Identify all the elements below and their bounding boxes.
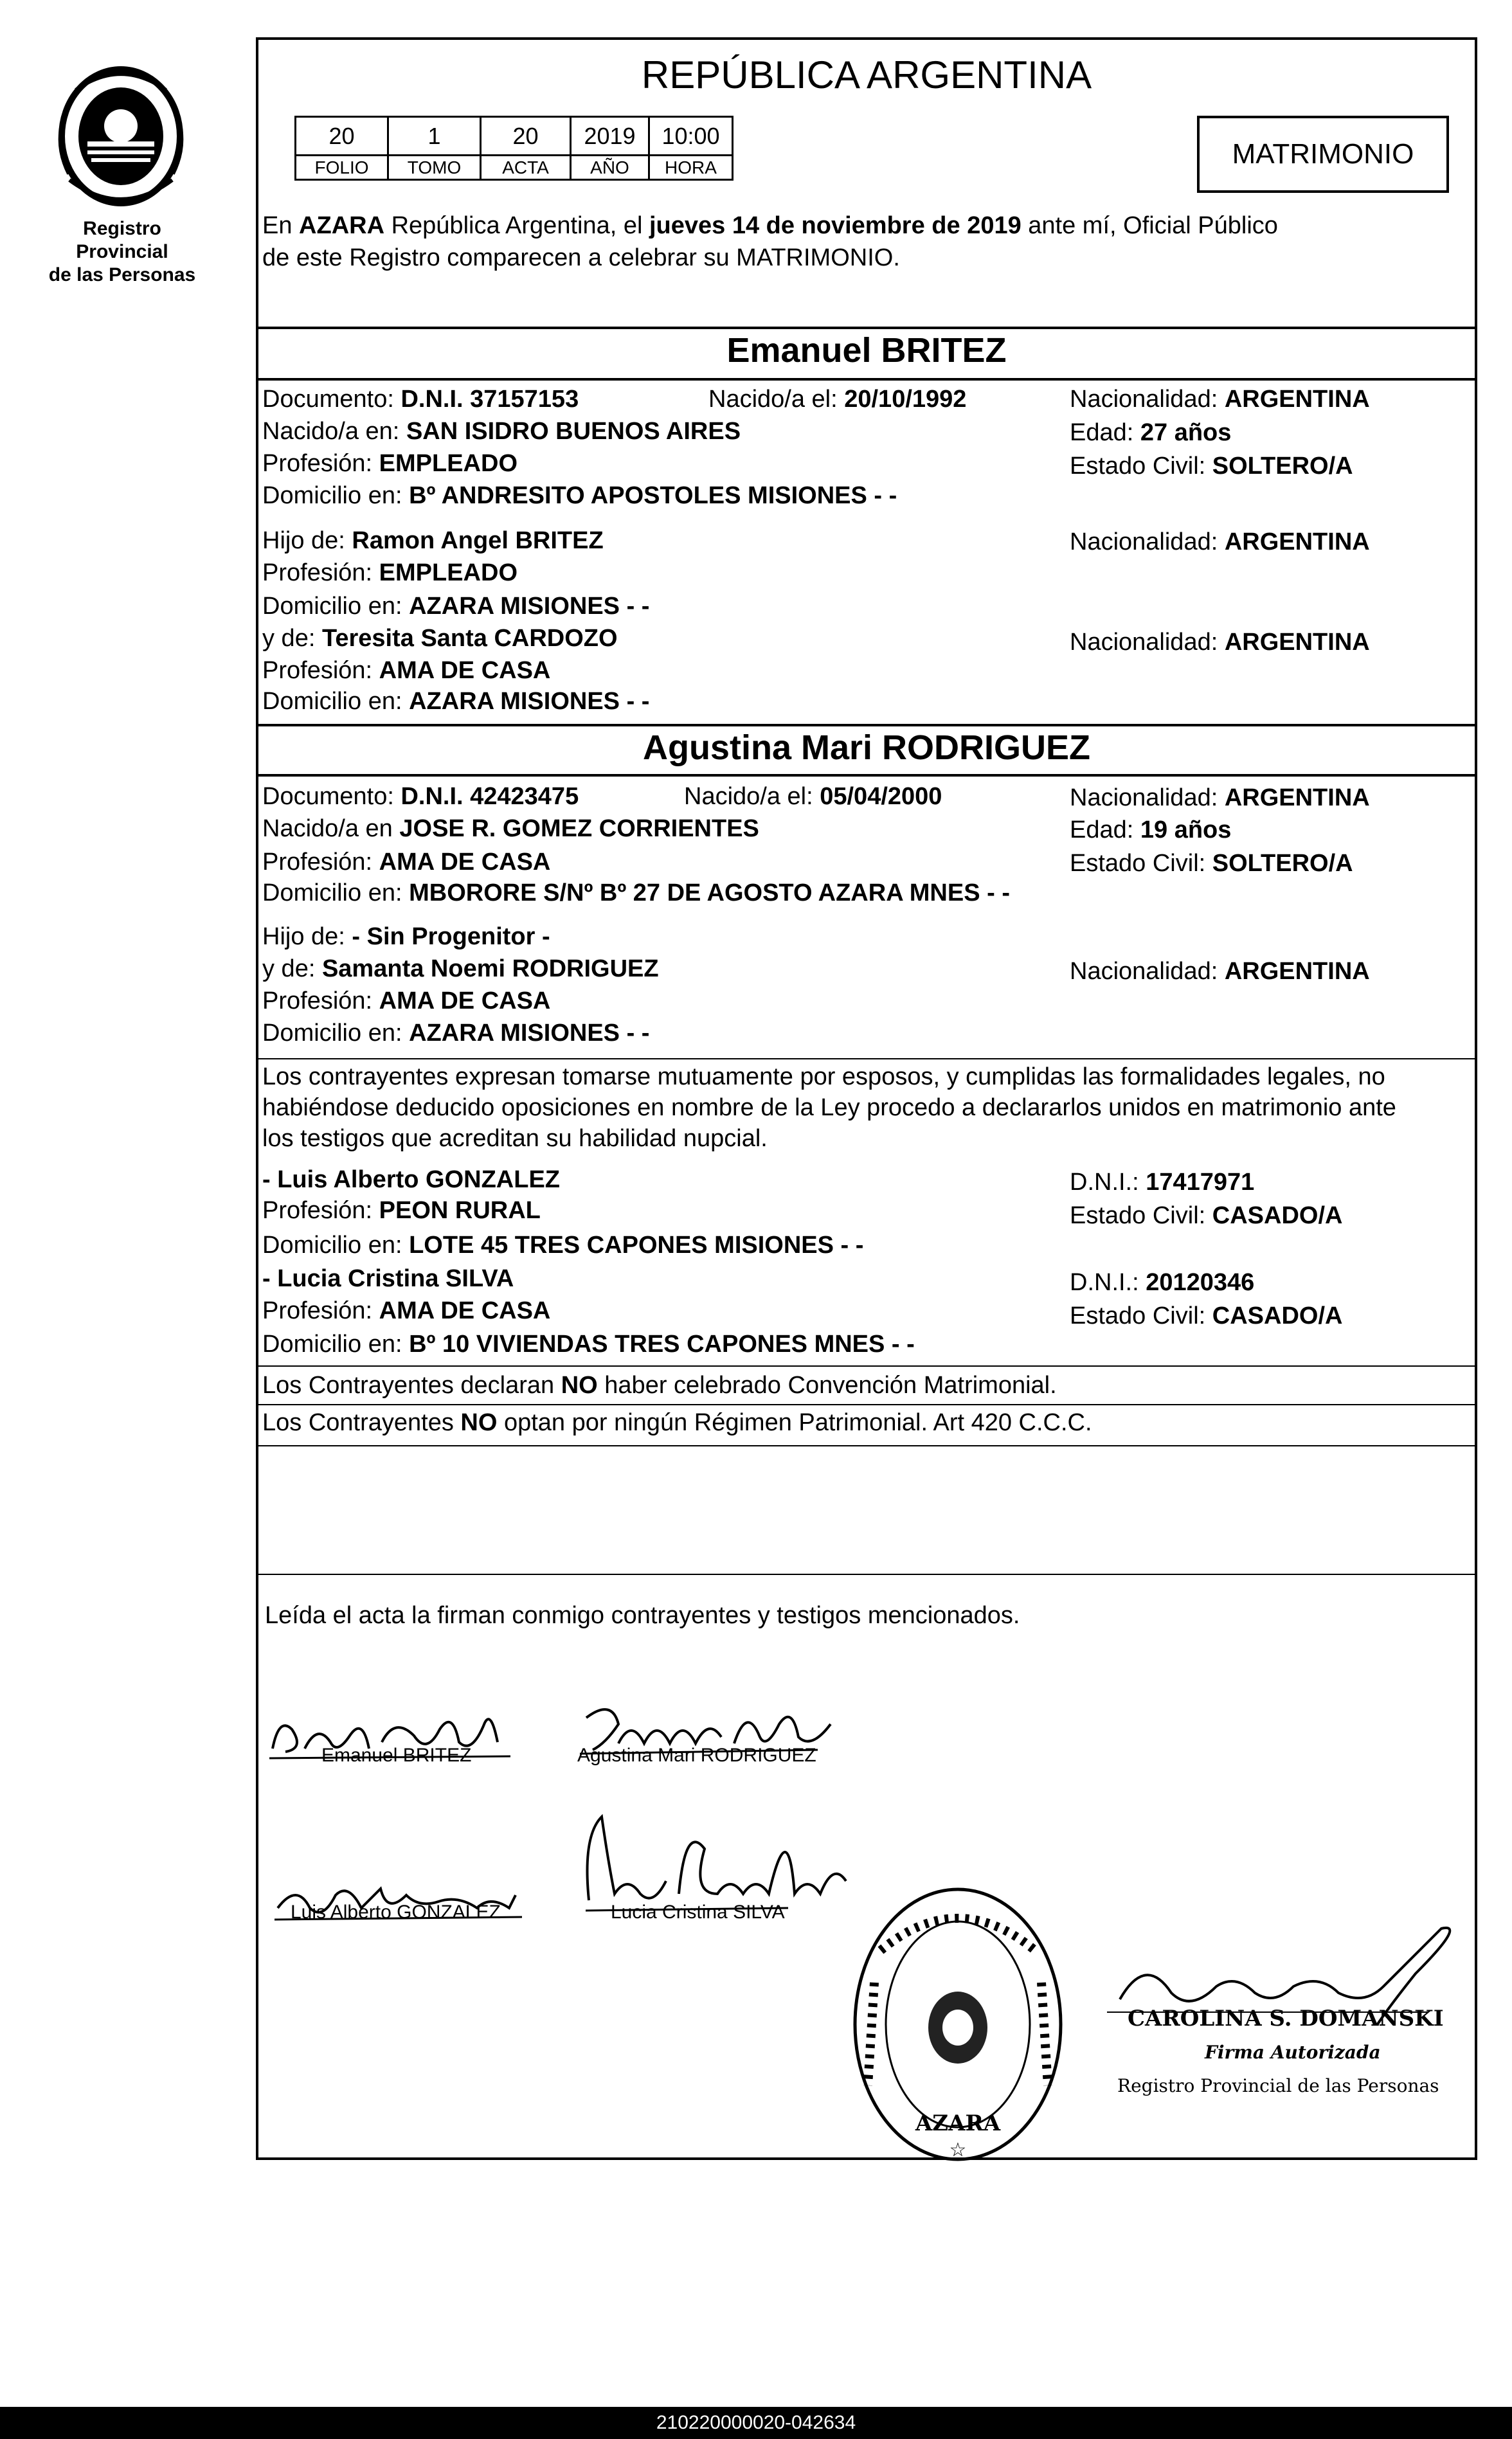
divider bbox=[258, 1365, 1475, 1367]
field-label: Hijo de: bbox=[262, 527, 345, 554]
hora-value: 10:00 bbox=[649, 117, 733, 156]
field-value: D.N.I. 37157153 bbox=[401, 386, 579, 413]
field-value: Bº ANDRESITO APOSTOLES MISIONES - - bbox=[409, 482, 897, 509]
spouse2-mother-nationality bbox=[1070, 955, 1370, 987]
spouse2-address bbox=[262, 877, 1010, 909]
logo-caption bbox=[39, 217, 206, 287]
intro-date: jueves 14 de noviembre de 2019 bbox=[649, 212, 1022, 239]
intro-text-1: En bbox=[262, 212, 300, 239]
spouse1-name-heading: Emanuel BRITEZ bbox=[726, 331, 1007, 370]
field-label: Domicilio en: bbox=[262, 593, 402, 620]
field-value: - Lucia Cristina SILVA bbox=[262, 1265, 514, 1292]
stamp-role: Firma Autorizada bbox=[1205, 2042, 1381, 2063]
field-label: Domicilio en: bbox=[262, 688, 402, 715]
field-value: JOSE R. GOMEZ CORRIENTES bbox=[399, 815, 759, 842]
spouse2-mother bbox=[262, 953, 659, 985]
spouse2-civil-status bbox=[1070, 847, 1353, 879]
spouse2-age bbox=[1070, 814, 1231, 846]
field-value: ARGENTINA bbox=[1224, 958, 1370, 985]
spouse1-father-profession bbox=[262, 557, 518, 589]
signature-label-4: Lucia Cristina SILVA bbox=[611, 1902, 785, 1923]
spouse2-father bbox=[262, 921, 550, 953]
spouse1-father bbox=[262, 525, 604, 557]
field-value: 19 años bbox=[1140, 816, 1232, 843]
spouse1-civil-status bbox=[1070, 450, 1353, 482]
signature-label-3: Luis Alberto GONZALEZ bbox=[291, 1902, 501, 1923]
field-value: ARGENTINA bbox=[1224, 629, 1370, 656]
field-value: D.N.I. 42423475 bbox=[401, 783, 579, 810]
divider bbox=[258, 774, 1475, 777]
field-value: Samanta Noemi RODRIGUEZ bbox=[321, 955, 659, 982]
anio-label: AÑO bbox=[571, 156, 649, 180]
witness2-dni bbox=[1070, 1266, 1254, 1299]
field-label: Nacido/a en bbox=[262, 815, 393, 842]
field-label: Estado Civil: bbox=[1070, 1202, 1206, 1229]
spouse1-address bbox=[262, 480, 897, 512]
spouse2-document bbox=[262, 780, 579, 813]
convention-text: Los Contrayentes declaran bbox=[262, 1372, 561, 1399]
logo-line-1: Registro Provincial bbox=[76, 218, 168, 262]
field-value: SOLTERO/A bbox=[1212, 453, 1353, 480]
hora-label: HORA bbox=[649, 156, 733, 180]
logo-line-2: de las Personas bbox=[48, 264, 196, 285]
field-value: Ramon Angel BRITEZ bbox=[352, 527, 604, 554]
document-title: REPÚBLICA ARGENTINA bbox=[641, 53, 1092, 96]
spouse1-document bbox=[262, 383, 579, 415]
field-label: Edad: bbox=[1070, 419, 1134, 446]
field-value: CASADO/A bbox=[1212, 1302, 1343, 1329]
field-label: Nacido/a el: bbox=[684, 783, 813, 810]
registry-logo bbox=[39, 64, 206, 287]
field-value: AZARA MISIONES - - bbox=[409, 1020, 650, 1047]
intro-line-2: de este Registro comparecen a celebrar su MATRIMONIO. bbox=[262, 244, 900, 271]
spouse2-birth-date bbox=[684, 780, 942, 813]
registry-values-row bbox=[296, 117, 733, 156]
field-value: MBORORE S/Nº Bº 27 DE AGOSTO AZARA MNES - - bbox=[409, 879, 1010, 906]
spouse1-profession bbox=[262, 447, 518, 480]
witness2-address bbox=[262, 1328, 915, 1360]
declaration-line-3: los testigos que acreditan su habilidad nupcial. bbox=[262, 1125, 768, 1152]
registry-round-stamp bbox=[842, 1873, 1074, 2175]
act-type-box: MATRIMONIO bbox=[1197, 116, 1449, 193]
field-label: Profesión: bbox=[262, 450, 373, 477]
stamp-city: AZARA bbox=[915, 2110, 1001, 2136]
divider bbox=[258, 1574, 1475, 1575]
stamp-org: Registro Provincial de las Personas bbox=[1117, 2075, 1439, 2096]
field-value: ARGENTINA bbox=[1224, 386, 1370, 413]
field-label: Nacido/a el: bbox=[708, 386, 838, 413]
registry-numbers-table bbox=[294, 116, 734, 181]
field-label: Profesión: bbox=[262, 1197, 373, 1224]
spouse1-birth-date bbox=[708, 383, 966, 415]
spouse1-mother bbox=[262, 622, 618, 654]
field-label: Profesión: bbox=[262, 1297, 373, 1324]
field-value: SAN ISIDRO BUENOS AIRES bbox=[406, 418, 741, 445]
field-value: AMA DE CASA bbox=[379, 987, 551, 1014]
registry-labels-row bbox=[296, 156, 733, 180]
field-label: Profesión: bbox=[262, 657, 373, 684]
acta-value: 20 bbox=[481, 117, 571, 156]
convention-line-2 bbox=[262, 1407, 1092, 1439]
field-label: Domicilio en: bbox=[262, 482, 402, 509]
declaration-line-2: habiéndose deducido oposiciones en nombre de la Ley procedo a declararlos unidos en matrimonio ante bbox=[262, 1094, 1396, 1121]
witness2-profession bbox=[262, 1295, 550, 1327]
field-value: 20/10/1992 bbox=[844, 386, 967, 413]
acta-label: ACTA bbox=[481, 156, 571, 180]
field-value: EMPLEADO bbox=[379, 450, 518, 477]
tomo-value: 1 bbox=[388, 117, 481, 156]
convention-text: optan por ningún Régimen Patrimonial. Art 420 C.C.C. bbox=[497, 1409, 1092, 1436]
field-value: 17417971 bbox=[1146, 1169, 1255, 1196]
field-value: 20120346 bbox=[1146, 1269, 1255, 1296]
convention-text: haber celebrado Convención Matrimonial. bbox=[597, 1372, 1057, 1399]
field-label: Domicilio en: bbox=[262, 1020, 402, 1047]
field-value: AMA DE CASA bbox=[379, 657, 551, 684]
spouse2-birthplace bbox=[262, 813, 759, 845]
spouse2-nationality bbox=[1070, 782, 1370, 814]
convention-no: NO bbox=[561, 1372, 598, 1399]
field-value: 05/04/2000 bbox=[820, 783, 942, 810]
footer-code: 210220000020-042634 bbox=[0, 2407, 1512, 2439]
field-value: ARGENTINA bbox=[1224, 528, 1370, 555]
field-label: Domicilio en: bbox=[262, 1331, 402, 1358]
folio-value: 20 bbox=[296, 117, 388, 156]
field-value: CASADO/A bbox=[1212, 1202, 1343, 1229]
divider bbox=[258, 1404, 1475, 1405]
field-value: Teresita Santa CARDOZO bbox=[321, 625, 618, 652]
field-label: Documento: bbox=[262, 386, 394, 413]
convention-text: Los Contrayentes bbox=[262, 1409, 461, 1436]
field-label: Estado Civil: bbox=[1070, 453, 1206, 480]
field-value: AMA DE CASA bbox=[379, 1297, 551, 1324]
spouse1-birthplace bbox=[262, 415, 741, 447]
field-value: EMPLEADO bbox=[379, 559, 518, 586]
spouse1-father-nationality bbox=[1070, 526, 1370, 558]
field-value: AZARA MISIONES - - bbox=[409, 688, 650, 715]
field-label: Nacionalidad: bbox=[1070, 528, 1218, 555]
divider bbox=[258, 327, 1475, 329]
closing-statement: Leída el acta la firman conmigo contrayentes y testigos mencionados. bbox=[265, 1602, 1020, 1629]
field-label: Nacionalidad: bbox=[1070, 629, 1218, 656]
field-label: Profesión: bbox=[262, 987, 373, 1014]
field-value: Bº 10 VIVIENDAS TRES CAPONES MNES - - bbox=[409, 1331, 915, 1358]
field-value: - Luis Alberto GONZALEZ bbox=[262, 1166, 561, 1193]
field-label: Estado Civil: bbox=[1070, 850, 1206, 877]
witness2-civil-status bbox=[1070, 1300, 1342, 1332]
anio-value: 2019 bbox=[571, 117, 649, 156]
act-frame bbox=[256, 37, 1477, 2160]
field-label: Documento: bbox=[262, 783, 394, 810]
field-label: y de: bbox=[262, 955, 316, 982]
spouse2-mother-profession bbox=[262, 985, 550, 1017]
stamp-officer-name: CAROLINA S. DOMANSKI bbox=[1128, 2006, 1444, 2031]
spouse1-nationality bbox=[1070, 383, 1370, 415]
field-value: - Sin Progenitor - bbox=[352, 923, 550, 950]
divider bbox=[258, 378, 1475, 381]
spouse1-mother-profession bbox=[262, 654, 550, 687]
field-label: Domicilio en: bbox=[262, 879, 402, 906]
divider bbox=[258, 1445, 1475, 1446]
field-label: Nacionalidad: bbox=[1070, 784, 1218, 811]
spouse1-mother-address bbox=[262, 685, 649, 717]
field-label: Estado Civil: bbox=[1070, 1302, 1206, 1329]
field-label: Profesión: bbox=[262, 849, 373, 876]
intro-line-1 bbox=[262, 210, 1278, 242]
field-label: Profesión: bbox=[262, 559, 373, 586]
folio-label: FOLIO bbox=[296, 156, 388, 180]
intro-text-2: República Argentina, el bbox=[384, 212, 649, 239]
divider bbox=[258, 724, 1475, 726]
spouse1-age bbox=[1070, 417, 1231, 449]
signature-label-1: Emanuel BRITEZ bbox=[321, 1745, 472, 1766]
declaration-line-1: Los contrayentes expresan tomarse mutuamente por esposos, y cumplidas las formalidades legales, no bbox=[262, 1063, 1385, 1090]
spouse2-profession bbox=[262, 846, 550, 878]
witness1-civil-status bbox=[1070, 1200, 1342, 1232]
field-value: PEON RURAL bbox=[379, 1197, 541, 1224]
field-label: Hijo de: bbox=[262, 923, 345, 950]
field-value: ARGENTINA bbox=[1224, 784, 1370, 811]
witness1-dni bbox=[1070, 1166, 1254, 1198]
witness2-name bbox=[262, 1263, 514, 1295]
spouse1-father-address bbox=[262, 590, 649, 622]
field-label: D.N.I.: bbox=[1070, 1169, 1139, 1196]
field-value: SOLTERO/A bbox=[1212, 850, 1353, 877]
convention-no: NO bbox=[460, 1409, 498, 1436]
witness1-name bbox=[262, 1164, 560, 1196]
spouse1-mother-nationality bbox=[1070, 626, 1370, 658]
spouse2-mother-address bbox=[262, 1017, 649, 1049]
field-value: LOTE 45 TRES CAPONES MISIONES - - bbox=[409, 1232, 864, 1259]
signature-label-2: Agustina Mari RODRIGUEZ bbox=[577, 1745, 816, 1766]
field-label: D.N.I.: bbox=[1070, 1269, 1139, 1296]
intro-place: AZARA bbox=[299, 212, 385, 239]
field-value: AMA DE CASA bbox=[379, 849, 551, 876]
field-label: Edad: bbox=[1070, 816, 1134, 843]
field-label: y de: bbox=[262, 625, 316, 652]
spouse2-name-heading: Agustina Mari RODRIGUEZ bbox=[642, 728, 1091, 767]
intro-text-3: ante mí, Oficial Público bbox=[1021, 212, 1278, 239]
witness1-address bbox=[262, 1229, 863, 1261]
field-value: AZARA MISIONES - - bbox=[409, 593, 650, 620]
field-label: Nacionalidad: bbox=[1070, 958, 1218, 985]
field-label: Nacido/a en: bbox=[262, 418, 400, 445]
witness1-profession bbox=[262, 1194, 541, 1227]
field-label: Nacionalidad: bbox=[1070, 386, 1218, 413]
field-label: Domicilio en: bbox=[262, 1232, 402, 1259]
field-value: 27 años bbox=[1140, 419, 1232, 446]
province-seal-icon bbox=[50, 64, 192, 212]
convention-line-1 bbox=[262, 1369, 1057, 1401]
divider bbox=[258, 1058, 1475, 1059]
tomo-label: TOMO bbox=[388, 156, 481, 180]
svg-text:☆: ☆ bbox=[949, 2139, 967, 2161]
